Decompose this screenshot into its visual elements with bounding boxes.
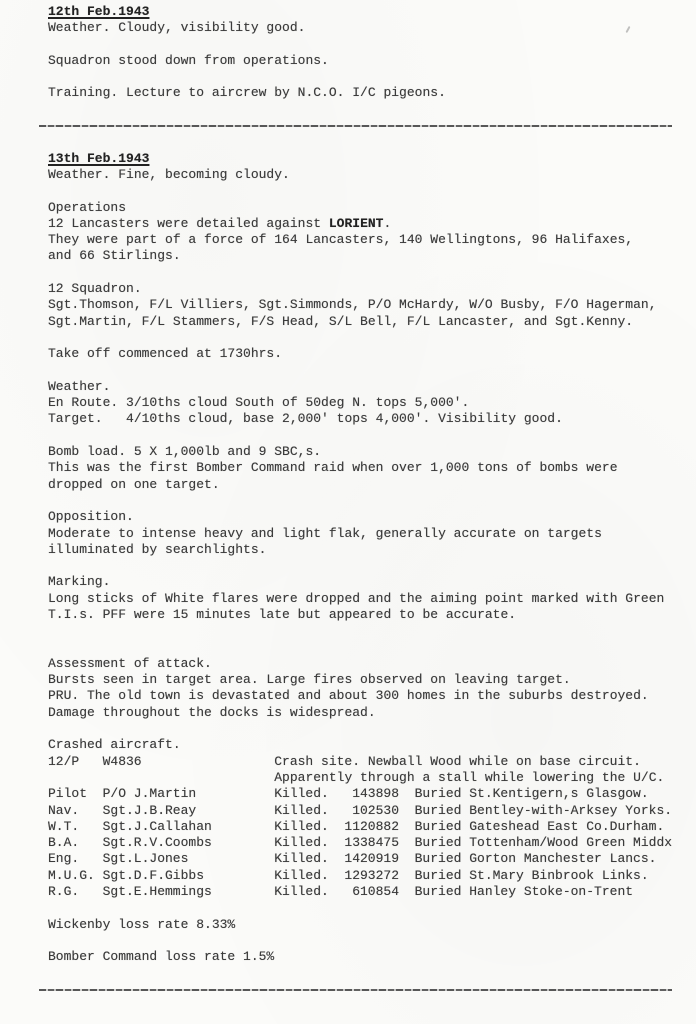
crew-burial-location: Buried Hanley Stoke-on-Trent	[414, 884, 634, 900]
crew-service-number: 610854	[352, 884, 400, 900]
crash-site-line: Apparently through a stall while lowering the U/C.	[274, 769, 665, 785]
operations-detail-line	[48, 216, 674, 232]
aircraft-row	[48, 754, 674, 770]
operations-detail-prefix: 12 Lancasters were detailed against	[48, 215, 329, 231]
aircraft-serial: W4836	[102, 753, 142, 769]
assessment-line: Bursts seen in target area. Large fires observed on leaving target.	[48, 672, 571, 688]
crew-role: M.U.G.	[48, 867, 95, 883]
marking-line: T.I.s. PFF were 15 minutes late but appeared to be accurate.	[48, 606, 517, 622]
crew-service-number: 1338475	[344, 835, 400, 851]
opposition-line: illuminated by searchlights.	[48, 541, 267, 557]
crew-service-number: 102530	[352, 802, 400, 818]
crew-fate: Killed.	[274, 818, 329, 834]
force-composition-line: They were part of a force of 164 Lancasters, 140 Wellingtons, 96 Halifaxes,	[48, 232, 634, 248]
crew-fate: Killed.	[274, 884, 329, 900]
crew-name: Sgt.E.Hemmings	[102, 884, 212, 900]
crew-role: Eng.	[48, 851, 80, 867]
training-line: Training. Lecture to aircrew by N.C.O. I/C pigeons.	[48, 85, 446, 101]
squadron-crews-line: Sgt.Thomson, F/L Villiers, Sgt.Simmonds, P/O McHardy, W/O Busby, F/O Hagerman,	[48, 297, 657, 313]
crash-site-continuation-row	[48, 770, 674, 786]
assessment-line: PRU. The old town is devastated and about 300 homes in the suburbs destroyed.	[48, 688, 649, 704]
crew-burial-location: Buried Bentley-with-Arksey Yorks.	[414, 802, 673, 818]
bomb-load-line: Bomb load. 5 X 1,000lb and 9 SBC,s.	[48, 444, 322, 460]
weather-line: Weather. Fine, becoming cloudy.	[48, 166, 290, 182]
crew-fate: Killed.	[274, 851, 329, 867]
crew-role: W.T.	[48, 818, 80, 834]
squadron-heading: 12 Squadron.	[48, 281, 142, 297]
bomb-load-note-line: This was the first Bomber Command raid when over 1,000 tons of bombs were	[48, 460, 618, 476]
marking-heading: Marking.	[48, 574, 111, 590]
bomb-load-note-line: dropped on one target.	[48, 476, 220, 492]
entry-date-heading: 13th Feb.1943	[48, 150, 150, 166]
marking-line: Long sticks of White flares were dropped and the aiming point marked with Green	[48, 590, 665, 606]
crew-burial-location: Buried Tottenham/Wood Green Middx	[414, 835, 673, 851]
crew-name: Sgt.L.Jones	[102, 851, 189, 867]
crashed-aircraft-heading: Crashed aircraft.	[48, 737, 181, 753]
assessment-line: Damage throughout the docks is widespread.	[48, 704, 376, 720]
assessment-heading: Assessment of attack.	[48, 655, 212, 671]
crew-name: Sgt.R.V.Coombs	[102, 835, 212, 851]
crew-fate: Killed.	[274, 835, 329, 851]
crew-fate: Killed.	[274, 802, 329, 818]
crew-service-number: 1120882	[344, 818, 400, 834]
bomber-command-loss-rate-line: Bomber Command loss rate 1.5%	[48, 949, 275, 965]
crew-burial-location: Buried St.Kentigern,s Glasgow.	[414, 786, 649, 802]
weather-detail-heading: Weather.	[48, 378, 111, 394]
crew-fate: Killed.	[274, 867, 329, 883]
weather-enroute-line: En Route. 3/10ths cloud South of 50deg N. tops 5,000'.	[48, 395, 470, 411]
crew-table-row	[48, 884, 674, 900]
crew-role: Nav.	[48, 802, 80, 818]
crew-table-row	[48, 868, 674, 884]
crew-burial-location: Buried St.Mary Binbrook Links.	[414, 867, 649, 883]
crew-name: Sgt.J.Callahan	[102, 818, 212, 834]
crew-loss-table	[48, 786, 674, 900]
squadron-crews-line: Sgt.Martin, F/L Stammers, F/S Head, S/L Bell, F/L Lancaster, and Sgt.Kenny.	[48, 313, 634, 329]
crew-role: R.G.	[48, 884, 80, 900]
crew-role: B.A.	[48, 835, 80, 851]
operations-detail-suffix: .	[383, 215, 392, 231]
operations-heading: Operations	[48, 199, 127, 215]
opposition-heading: Opposition.	[48, 509, 134, 525]
crew-fate: Killed.	[274, 786, 329, 802]
crew-name: Sgt.J.B.Reay	[102, 802, 197, 818]
crew-table-row	[48, 851, 674, 867]
force-composition-line: and 66 Stirlings.	[48, 248, 181, 264]
separator-line	[48, 982, 674, 998]
wickenby-loss-rate-line: Wickenby loss rate 8.33%	[48, 916, 236, 932]
crew-service-number: 1420919	[344, 851, 400, 867]
crew-table-row	[48, 835, 674, 851]
crew-name: Sgt.D.F.Gibbs	[102, 867, 205, 883]
entry-date-heading: 12th Feb.1943	[48, 4, 150, 19]
weather-line: Weather. Cloudy, visibility good.	[48, 20, 306, 36]
squadron-status-line: Squadron stood down from operations.	[48, 52, 329, 68]
crew-table-row	[48, 803, 674, 819]
crew-name: P/O J.Martin	[102, 786, 197, 802]
crew-burial-location: Buried Gorton Manchester Lancs.	[414, 851, 657, 867]
weather-target-line: Target. 4/10ths cloud, base 2,000' tops 4,000'. Visibility good.	[48, 411, 563, 427]
opposition-line: Moderate to intense heavy and light flak, generally accurate on targets	[48, 525, 602, 541]
target-name: LORIENT	[328, 215, 384, 231]
crew-role: Pilot	[48, 786, 88, 802]
crew-table-row	[48, 819, 674, 835]
crew-service-number: 143898	[352, 786, 400, 802]
take-off-line: Take off commenced at 1730hrs.	[48, 346, 283, 362]
crew-table-row	[48, 786, 674, 802]
aircraft-code: 12/P	[48, 753, 80, 769]
separator-line	[48, 118, 674, 134]
crash-site-line: Crash site. Newball Wood while on base circuit.	[274, 753, 641, 769]
crew-service-number: 1293272	[344, 867, 400, 883]
crew-burial-location: Buried Gateshead East Co.Durham.	[414, 818, 665, 834]
